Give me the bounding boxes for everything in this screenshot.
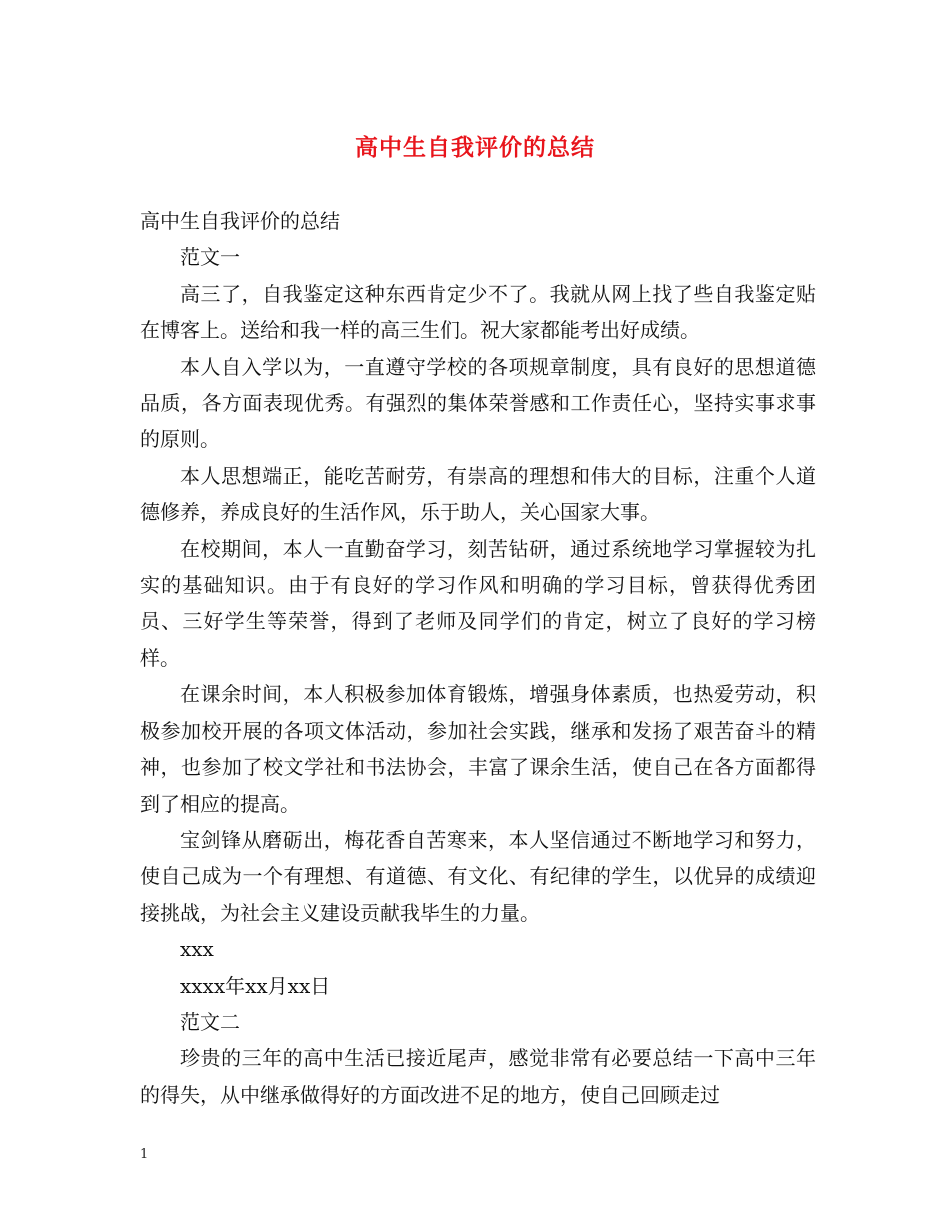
paragraph: 高三了，自我鉴定这种东西肯定少不了。我就从网上找了些自我鉴定贴在博客上。送给和我一样的高三生们。祝大家都能考出好成绩。 — [140, 281, 816, 343]
paragraph: 宝剑锋从磨砺出，梅花香自苦寒来，本人坚信通过不断地学习和努力，使自己成为一个有理想、有道德、有文化、有纪律的学生，以优异的成绩迎接挑战，为社会主义建设贡献我毕生的力量。 — [140, 827, 816, 925]
paragraph: 珍贵的三年的高中生活已接近尾声，感觉非常有必要总结一下高中三年的得失，从中继承做得好的方面改进不足的地方，使自己回顾走过 — [140, 1046, 816, 1107]
section-label-sample-one: 范文一 — [180, 245, 240, 270]
document-body — [140, 203, 816, 1113]
body-heading: 高中生自我评价的总结 — [140, 209, 340, 233]
paragraph: 本人思想端正，能吃苦耐劳，有崇高的理想和伟大的目标，注重个人道德修养，养成良好的生活作风，乐于助人，关心国家大事。 — [140, 463, 816, 525]
paragraph: 在校期间，本人一直勤奋学习，刻苦钻研，通过系统地学习掌握较为扎实的基础知识。由于有良好的学习作风和明确的学习目标，曾获得优秀团员、三好学生等荣誉，得到了老师及同学们的肯定，树立了良好的学习榜样。 — [140, 536, 816, 670]
section-label-sample-two: 范文二 — [180, 1009, 240, 1034]
page-number: 1 — [140, 1147, 149, 1162]
signature-date: xxxx年xx月xx日 — [180, 973, 331, 998]
document-title: 高中生自我评价的总结 — [355, 134, 595, 161]
signature-name: xxx — [180, 937, 214, 962]
paragraph: 本人自入学以为，一直遵守学校的各项规章制度，具有良好的思想道德品质，各方面表现优秀。有强烈的集体荣誉感和工作责任心，坚持实事求事的原则。 — [140, 354, 816, 452]
paragraph: 在课余时间，本人积极参加体育锻炼，增强身体素质，也热爱劳动，积极参加校开展的各项文体活动，参加社会实践，继承和发扬了艰苦奋斗的精神，也参加了校文学社和书法协会，丰富了课余生活，使自己在各方面都得到了相应的提高。 — [140, 682, 816, 816]
